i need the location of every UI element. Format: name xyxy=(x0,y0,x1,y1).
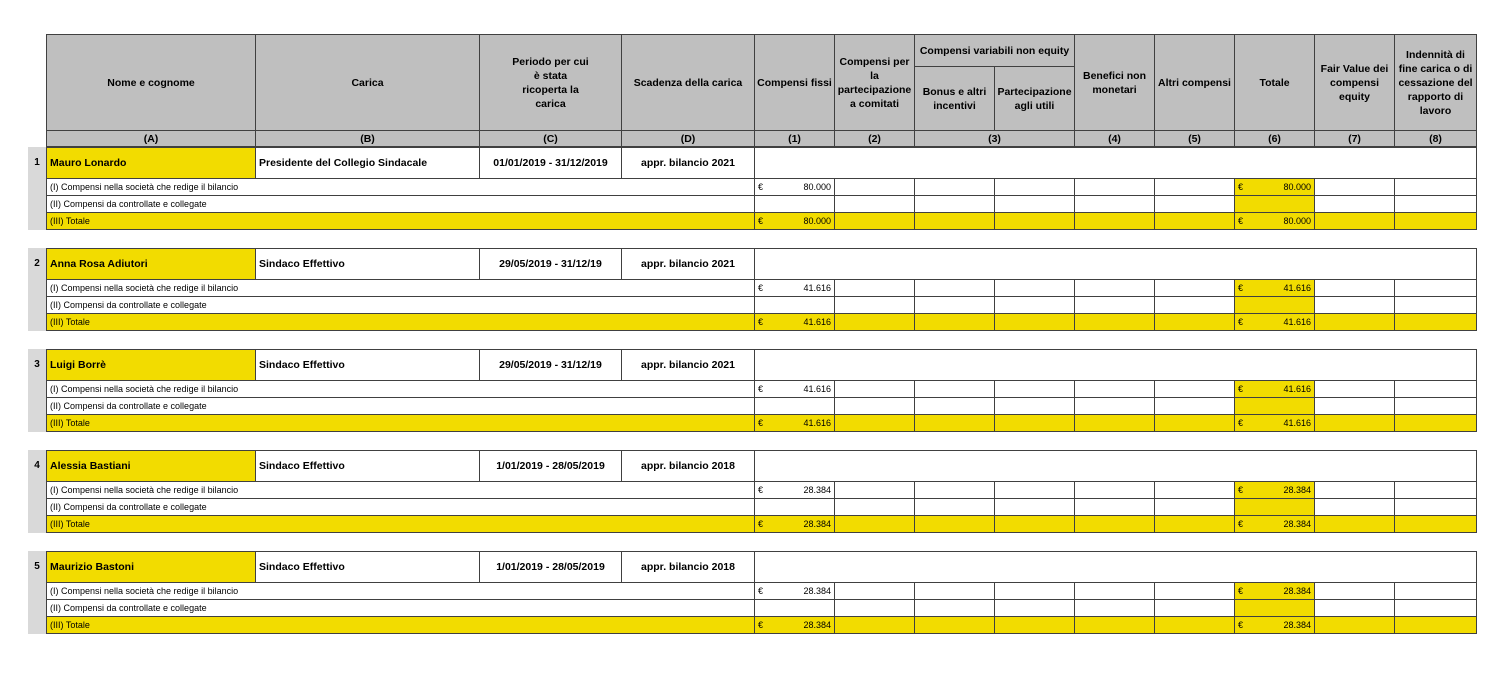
amount-cell xyxy=(755,213,835,230)
person-period: 29/05/2019 - 31/12/19 xyxy=(480,350,622,381)
person-block xyxy=(28,147,1476,230)
row-number: 3 xyxy=(34,358,40,370)
empty-cell xyxy=(995,617,1075,634)
person-name: Alessia Bastiani xyxy=(47,451,256,482)
empty-cell xyxy=(915,179,995,196)
empty-cell xyxy=(1155,482,1235,499)
row-number: 5 xyxy=(34,560,40,572)
header-bonus: Bonus e altri incentivi xyxy=(915,67,995,131)
empty-cell xyxy=(835,280,915,297)
header-nonmonetary: Benefici non monetari xyxy=(1075,35,1155,131)
amount-value: 28.384 xyxy=(803,586,831,596)
person-table xyxy=(46,248,1477,331)
empty-cell xyxy=(915,314,995,331)
empty-cell xyxy=(1395,179,1477,196)
column-letter: (A) xyxy=(47,131,256,147)
empty-cell xyxy=(1395,196,1477,213)
row-label-total: (III) Totale xyxy=(47,415,755,432)
amount-cell xyxy=(755,314,835,331)
empty-cell xyxy=(835,196,915,213)
amount-value: 80.000 xyxy=(1283,182,1311,192)
empty-cell xyxy=(835,381,915,398)
currency-symbol: € xyxy=(1238,283,1244,293)
empty-cell xyxy=(1315,297,1395,314)
column-letter: (5) xyxy=(1155,131,1235,147)
row-index xyxy=(28,248,46,279)
header-role: Carica xyxy=(256,35,480,131)
amount-value: 28.384 xyxy=(803,485,831,495)
empty-cell xyxy=(1155,398,1235,415)
empty-cell xyxy=(1155,499,1235,516)
empty-cell xyxy=(915,196,995,213)
empty-cell xyxy=(915,583,995,600)
currency-symbol: € xyxy=(1238,384,1244,394)
amount-value: 41.616 xyxy=(1283,418,1311,428)
row-label-total: (III) Totale xyxy=(47,314,755,331)
empty-cell xyxy=(1315,415,1395,432)
currency-symbol: € xyxy=(758,519,764,529)
amount-value: 28.384 xyxy=(1283,620,1311,630)
empty-cell xyxy=(1235,600,1315,617)
empty-cell xyxy=(1075,415,1155,432)
empty-cell xyxy=(915,398,995,415)
row-index xyxy=(28,450,46,481)
empty-cell xyxy=(835,499,915,516)
amount-value: 28.384 xyxy=(803,620,831,630)
person-period: 01/01/2019 - 31/12/2019 xyxy=(480,148,622,179)
header-expiry: Scadenza della carica xyxy=(622,35,755,131)
person-period: 1/01/2019 - 28/05/2019 xyxy=(480,451,622,482)
currency-symbol: € xyxy=(758,384,764,394)
empty-cell xyxy=(1155,600,1235,617)
empty-cell xyxy=(1315,179,1395,196)
empty-cell xyxy=(1395,213,1477,230)
empty-cell xyxy=(1075,516,1155,533)
empty-cell xyxy=(1155,583,1235,600)
empty-cell xyxy=(835,213,915,230)
empty-cell xyxy=(1075,617,1155,634)
empty-cell xyxy=(1235,499,1315,516)
row-index-band xyxy=(28,178,46,230)
amount-value: 28.384 xyxy=(1283,586,1311,596)
empty-cell xyxy=(835,415,915,432)
empty-cell xyxy=(1315,516,1395,533)
header-period: Periodo per cui è stata ricoperta la carica xyxy=(480,35,622,131)
empty-cell xyxy=(995,583,1075,600)
amount-value: 80.000 xyxy=(803,216,831,226)
person-name: Luigi Borrè xyxy=(47,350,256,381)
row-label-own: (I) Compensi nella società che redige il bilancio xyxy=(47,280,755,297)
row-number: 1 xyxy=(34,156,40,168)
empty-cell xyxy=(755,552,1477,583)
empty-cell xyxy=(995,280,1075,297)
person-expiry: appr. bilancio 2021 xyxy=(622,148,755,179)
row-label-subsidiaries: (II) Compensi da controllate e collegate xyxy=(47,600,755,617)
amount-cell xyxy=(755,482,835,499)
empty-cell xyxy=(1315,213,1395,230)
amount-value: 41.616 xyxy=(803,283,831,293)
row-index-band xyxy=(28,582,46,634)
amount-cell xyxy=(1235,280,1315,297)
empty-cell xyxy=(1155,213,1235,230)
compensation-sheet xyxy=(28,34,1476,634)
header-total: Totale xyxy=(1235,35,1315,131)
row-label-subsidiaries: (II) Compensi da controllate e collegate xyxy=(47,297,755,314)
person-role: Presidente del Collegio Sindacale xyxy=(256,148,480,179)
row-index xyxy=(28,147,46,178)
empty-cell xyxy=(1395,280,1477,297)
empty-cell xyxy=(915,381,995,398)
row-label-own: (I) Compensi nella società che redige il bilancio xyxy=(47,583,755,600)
person-table xyxy=(46,147,1477,230)
empty-cell xyxy=(1315,280,1395,297)
empty-cell xyxy=(915,600,995,617)
empty-cell xyxy=(995,398,1075,415)
person-name: Anna Rosa Adiutori xyxy=(47,249,256,280)
empty-cell xyxy=(755,499,835,516)
empty-cell xyxy=(1075,381,1155,398)
currency-symbol: € xyxy=(758,418,764,428)
amount-cell xyxy=(755,516,835,533)
empty-cell xyxy=(1075,179,1155,196)
empty-cell xyxy=(915,297,995,314)
empty-cell xyxy=(915,617,995,634)
row-label-total: (III) Totale xyxy=(47,617,755,634)
empty-cell xyxy=(1315,600,1395,617)
currency-symbol: € xyxy=(1238,418,1244,428)
empty-cell xyxy=(835,583,915,600)
empty-cell xyxy=(1315,381,1395,398)
empty-cell xyxy=(995,516,1075,533)
empty-cell xyxy=(1315,398,1395,415)
empty-cell xyxy=(995,213,1075,230)
person-table xyxy=(46,349,1477,432)
amount-value: 41.616 xyxy=(803,317,831,327)
amount-value: 28.384 xyxy=(1283,519,1311,529)
column-letter: (1) xyxy=(755,131,835,147)
empty-cell xyxy=(1075,280,1155,297)
amount-value: 28.384 xyxy=(1283,485,1311,495)
person-name: Maurizio Bastoni xyxy=(47,552,256,583)
empty-cell xyxy=(995,415,1075,432)
amount-value: 41.616 xyxy=(1283,317,1311,327)
empty-cell xyxy=(1155,617,1235,634)
currency-symbol: € xyxy=(758,620,764,630)
person-block xyxy=(28,551,1476,634)
amount-value: 41.616 xyxy=(1283,384,1311,394)
currency-symbol: € xyxy=(758,317,764,327)
column-letter: (2) xyxy=(835,131,915,147)
person-name: Mauro Lonardo xyxy=(47,148,256,179)
empty-cell xyxy=(1155,415,1235,432)
row-index-band xyxy=(28,279,46,331)
currency-symbol: € xyxy=(758,283,764,293)
person-role: Sindaco Effettivo xyxy=(256,552,480,583)
empty-cell xyxy=(1075,482,1155,499)
empty-cell xyxy=(1075,297,1155,314)
row-label-subsidiaries: (II) Compensi da controllate e collegate xyxy=(47,398,755,415)
empty-cell xyxy=(915,213,995,230)
amount-value: 80.000 xyxy=(1283,216,1311,226)
empty-cell xyxy=(1075,213,1155,230)
empty-cell xyxy=(1395,499,1477,516)
person-role: Sindaco Effettivo xyxy=(256,350,480,381)
row-label-own: (I) Compensi nella società che redige il bilancio xyxy=(47,482,755,499)
amount-cell xyxy=(755,583,835,600)
empty-cell xyxy=(1155,381,1235,398)
person-expiry: appr. bilancio 2018 xyxy=(622,451,755,482)
person-role: Sindaco Effettivo xyxy=(256,249,480,280)
amount-value: 28.384 xyxy=(803,519,831,529)
column-letter: (4) xyxy=(1075,131,1155,147)
empty-cell xyxy=(1235,398,1315,415)
column-letters-row xyxy=(47,131,1477,147)
currency-symbol: € xyxy=(1238,620,1244,630)
empty-cell xyxy=(755,398,835,415)
empty-cell xyxy=(755,196,835,213)
person-expiry: appr. bilancio 2018 xyxy=(622,552,755,583)
amount-cell xyxy=(755,179,835,196)
empty-cell xyxy=(755,600,835,617)
empty-cell xyxy=(835,516,915,533)
amount-cell xyxy=(1235,516,1315,533)
empty-cell xyxy=(995,196,1075,213)
empty-cell xyxy=(835,617,915,634)
empty-cell xyxy=(835,482,915,499)
person-block xyxy=(28,349,1476,432)
amount-cell xyxy=(755,415,835,432)
empty-cell xyxy=(835,600,915,617)
amount-cell xyxy=(1235,314,1315,331)
empty-cell xyxy=(915,516,995,533)
empty-cell xyxy=(835,398,915,415)
empty-cell xyxy=(1395,398,1477,415)
currency-symbol: € xyxy=(1238,519,1244,529)
row-index xyxy=(28,551,46,582)
empty-cell xyxy=(1075,600,1155,617)
column-letter: (3) xyxy=(915,131,1075,147)
empty-cell xyxy=(1315,196,1395,213)
column-letter: (8) xyxy=(1395,131,1477,147)
empty-cell xyxy=(755,451,1477,482)
currency-symbol: € xyxy=(1238,485,1244,495)
empty-cell xyxy=(995,381,1075,398)
empty-cell xyxy=(1075,196,1155,213)
row-index xyxy=(28,349,46,380)
empty-cell xyxy=(915,499,995,516)
currency-symbol: € xyxy=(758,586,764,596)
header-other: Altri compensi xyxy=(1155,35,1235,131)
amount-value: 41.616 xyxy=(803,418,831,428)
empty-cell xyxy=(995,179,1075,196)
empty-cell xyxy=(915,415,995,432)
row-label-subsidiaries: (II) Compensi da controllate e collegate xyxy=(47,499,755,516)
header-severance: Indennità di fine carica o di cessazione del rapporto di lavoro xyxy=(1395,35,1477,131)
empty-cell xyxy=(835,297,915,314)
empty-cell xyxy=(915,280,995,297)
column-letter: (B) xyxy=(256,131,480,147)
people-blocks xyxy=(28,147,1476,634)
header-profit: Partecipazione agli utili xyxy=(995,67,1075,131)
empty-cell xyxy=(1395,297,1477,314)
currency-symbol: € xyxy=(758,216,764,226)
empty-cell xyxy=(835,179,915,196)
amount-value: 41.616 xyxy=(803,384,831,394)
person-block xyxy=(28,248,1476,331)
amount-cell xyxy=(1235,583,1315,600)
person-period: 1/01/2019 - 28/05/2019 xyxy=(480,552,622,583)
person-expiry: appr. bilancio 2021 xyxy=(622,249,755,280)
row-label-total: (III) Totale xyxy=(47,213,755,230)
empty-cell xyxy=(1395,381,1477,398)
person-table xyxy=(46,551,1477,634)
empty-cell xyxy=(1155,179,1235,196)
empty-cell xyxy=(995,314,1075,331)
header-fairvalue: Fair Value dei compensi equity xyxy=(1315,35,1395,131)
row-number: 2 xyxy=(34,257,40,269)
row-label-total: (III) Totale xyxy=(47,516,755,533)
empty-cell xyxy=(1395,516,1477,533)
empty-cell xyxy=(995,297,1075,314)
empty-cell xyxy=(1395,600,1477,617)
empty-cell xyxy=(1395,583,1477,600)
row-index-band xyxy=(28,380,46,432)
empty-cell xyxy=(1075,398,1155,415)
empty-cell xyxy=(995,482,1075,499)
empty-cell xyxy=(1235,196,1315,213)
amount-cell xyxy=(1235,213,1315,230)
row-label-own: (I) Compensi nella società che redige il bilancio xyxy=(47,381,755,398)
amount-cell xyxy=(755,381,835,398)
amount-cell xyxy=(1235,617,1315,634)
currency-symbol: € xyxy=(1238,586,1244,596)
currency-symbol: € xyxy=(1238,317,1244,327)
empty-cell xyxy=(755,297,835,314)
currency-symbol: € xyxy=(1238,182,1244,192)
amount-value: 80.000 xyxy=(803,182,831,192)
empty-cell xyxy=(1315,314,1395,331)
amount-cell xyxy=(1235,179,1315,196)
amount-cell xyxy=(1235,482,1315,499)
empty-cell xyxy=(1315,617,1395,634)
person-table xyxy=(46,450,1477,533)
empty-cell xyxy=(1315,482,1395,499)
empty-cell xyxy=(1075,583,1155,600)
empty-cell xyxy=(1155,516,1235,533)
column-letter: (7) xyxy=(1315,131,1395,147)
header-name: Nome e cognome xyxy=(47,35,256,131)
amount-cell xyxy=(1235,415,1315,432)
empty-cell xyxy=(1155,196,1235,213)
person-block xyxy=(28,450,1476,533)
empty-cell xyxy=(1395,617,1477,634)
column-letter: (C) xyxy=(480,131,622,147)
currency-symbol: € xyxy=(1238,216,1244,226)
empty-cell xyxy=(1155,280,1235,297)
person-role: Sindaco Effettivo xyxy=(256,451,480,482)
empty-cell xyxy=(1395,314,1477,331)
currency-symbol: € xyxy=(758,182,764,192)
empty-cell xyxy=(1395,415,1477,432)
empty-cell xyxy=(835,314,915,331)
empty-cell xyxy=(1315,583,1395,600)
amount-cell xyxy=(1235,381,1315,398)
empty-cell xyxy=(995,600,1075,617)
empty-cell xyxy=(1155,314,1235,331)
amount-cell xyxy=(755,617,835,634)
empty-cell xyxy=(755,148,1477,179)
currency-symbol: € xyxy=(758,485,764,495)
empty-cell xyxy=(1075,499,1155,516)
amount-value: 41.616 xyxy=(1283,283,1311,293)
empty-cell xyxy=(1395,482,1477,499)
row-index-band xyxy=(28,481,46,533)
empty-cell xyxy=(995,499,1075,516)
empty-cell xyxy=(1315,499,1395,516)
header-variable: Compensi variabili non equity xyxy=(915,35,1075,67)
header-table xyxy=(46,34,1477,147)
header-committees: Compensi per la partecipazione a comitati xyxy=(835,35,915,131)
empty-cell xyxy=(1155,297,1235,314)
empty-cell xyxy=(915,482,995,499)
column-letter: (D) xyxy=(622,131,755,147)
header-fixed: Compensi fissi xyxy=(755,35,835,131)
person-period: 29/05/2019 - 31/12/19 xyxy=(480,249,622,280)
amount-cell xyxy=(755,280,835,297)
row-label-own: (I) Compensi nella società che redige il bilancio xyxy=(47,179,755,196)
empty-cell xyxy=(755,249,1477,280)
row-number: 4 xyxy=(34,459,40,471)
row-label-subsidiaries: (II) Compensi da controllate e collegate xyxy=(47,196,755,213)
empty-cell xyxy=(1075,314,1155,331)
column-letter: (6) xyxy=(1235,131,1315,147)
empty-cell xyxy=(755,350,1477,381)
empty-cell xyxy=(1235,297,1315,314)
person-expiry: appr. bilancio 2021 xyxy=(622,350,755,381)
